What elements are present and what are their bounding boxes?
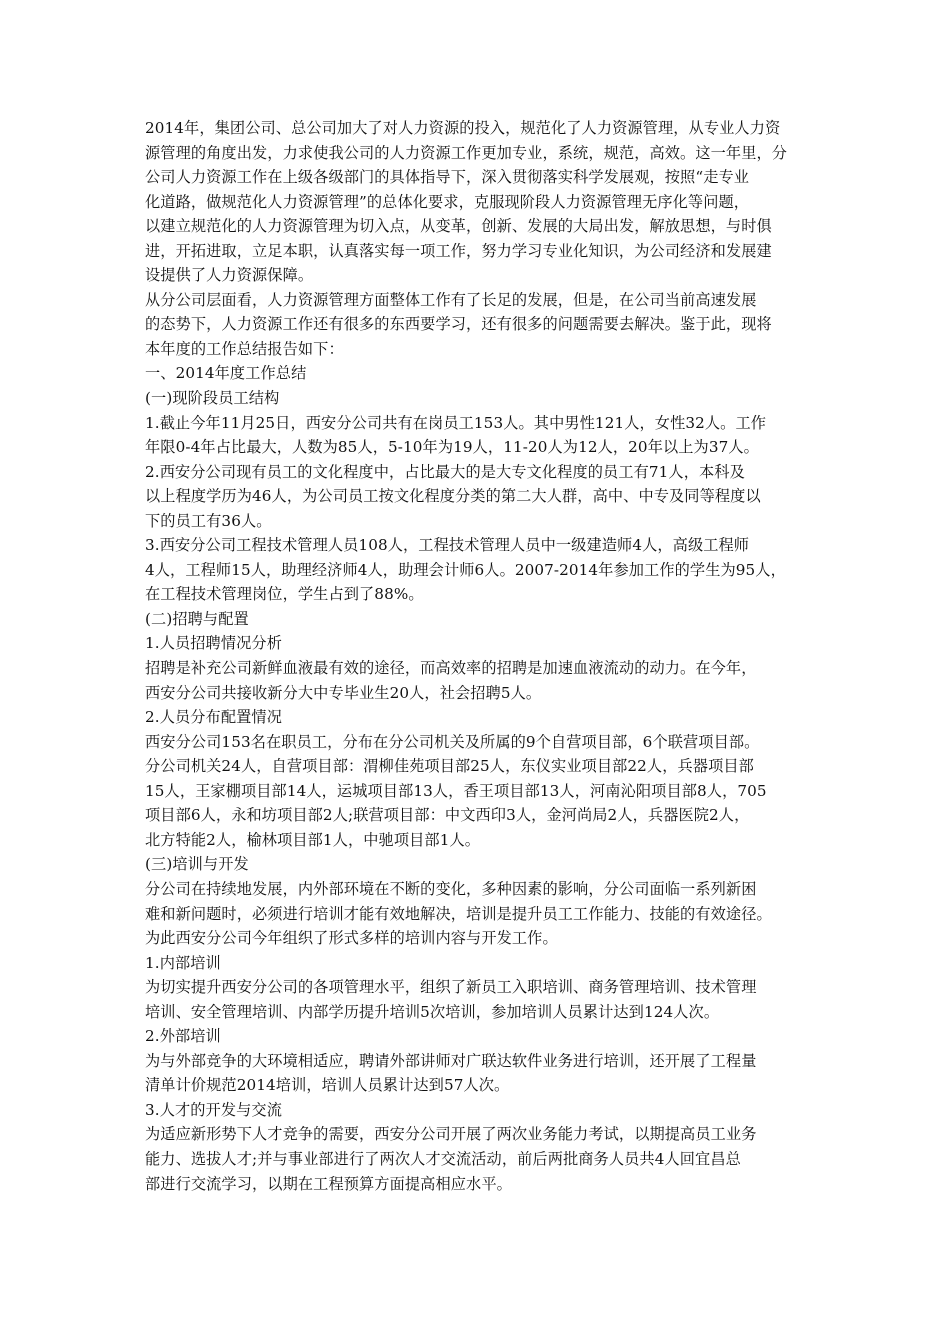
section-heading: 2.人员分布配置情况 (145, 708, 282, 727)
paragraph-line: 3.西安分公司工程技术管理人员108人，工程技术管理人员中一级建造师4人，高级工程师 (145, 536, 750, 555)
paragraph-line: 西安分公司153名在职员工，分布在分公司机关及所属的9个自营项目部，6个联营项目部。 (145, 732, 760, 751)
paragraph-line: 部进行交流学习，以期在工程预算方面提高相应水平。 (145, 1174, 512, 1193)
paragraph-line: 为此西安分公司今年组织了形式多样的培训内容与开发工作。 (145, 929, 558, 948)
paragraph-line: 分公司在持续地发展，内外部环境在不断的变化，多种因素的影响，分公司面临一系列新困 (145, 879, 757, 898)
paragraph-line: 以建立规范化的人力资源管理为切入点，从变革，创新、发展的大局出发，解放思想，与时俱 (145, 217, 772, 236)
section-heading: 1.人员招聘情况分析 (145, 634, 282, 653)
paragraph-line: 分公司机关24人，自营项目部：渭柳佳苑项目部25人，东仪实业项目部22人，兵器项目部 (145, 757, 754, 776)
paragraph-line: 15人，王家棚项目部14人，运城项目部13人，香王项目部13人，河南沁阳项目部8人，705 (145, 781, 767, 800)
section-heading: 2.外部培训 (145, 1027, 221, 1046)
paragraph-line: 北方特能2人，榆林项目部1人，中驰项目部1人。 (145, 830, 481, 849)
paragraph-line: 本年度的工作总结报告如下： (145, 339, 344, 358)
section-heading: 一、2014年度工作总结 (145, 364, 307, 383)
paragraph-line: 培训、安全管理培训、内部学历提升培训5次培训，参加培训人员累计达到124人次。 (145, 1002, 720, 1021)
paragraph-line: 2014年，集团公司、总公司加大了对人力资源的投入，规范化了人力资源管理，从专业人力资 (145, 119, 781, 137)
paragraph-line: 招聘是补充公司新鲜血液最有效的途径，而高效率的招聘是加速血液流动的动力。在今年， (145, 659, 757, 678)
paragraph-line: 源管理的角度出发，力求使我公司的人力资源工作更加专业，系统，规范，高效。这一年里，分 (145, 143, 788, 162)
document-page (145, 116, 825, 1196)
paragraph-line: 为切实提升西安分公司的各项管理水平，组织了新员工入职培训、商务管理培训、技术管理 (145, 978, 757, 997)
paragraph-line: 化道路，做规范化人力资源管理”的总体化要求，克服现阶段人力资源管理无序化等问题， (145, 192, 750, 211)
paragraph-line: 下的员工有36人。 (145, 511, 272, 530)
paragraph-line: 进，开拓进取，立足本职，认真落实每一项工作，努力学习专业化知识，为公司经济和发展建 (145, 241, 772, 260)
paragraph-line: 4人，工程师15人，助理经济师4人，助理会计师6人。2007-2014年参加工作的学生为95人， (145, 560, 786, 579)
paragraph-line: 以上程度学历为46人，为公司员工按文化程度分类的第二大人群，高中、中专及同等程度以 (145, 487, 761, 506)
section-heading: (一)现阶段员工结构 (145, 389, 280, 408)
paragraph-line: 1.截止今年11月25日，西安分公司共有在岗员工153人。其中男性121人，女性32人。工作 (145, 413, 767, 432)
paragraph-line: 难和新问题时，必须进行培训才能有效地解决，培训是提升员工工作能力、技能的有效途径。 (145, 904, 772, 923)
paragraph-line: 2.西安分公司现有员工的文化程度中，占比最大的是大专文化程度的员工有71人，本科及 (145, 462, 745, 481)
section-heading: (三)培训与开发 (145, 855, 249, 874)
paragraph-line: 公司人力资源工作在上级各级部门的具体指导下，深入贯彻落实科学发展观，按照“走专业 (145, 168, 750, 187)
section-heading: (二)招聘与配置 (145, 609, 249, 628)
paragraph-line: 能力、选拔人才;并与事业部进行了两次人才交流活动，前后两批商务人员共4人回宜昌总 (145, 1149, 741, 1168)
paragraph-line: 项目部6人，永和坊项目部2人;联营项目部：中文西印3人，金河尚局2人，兵器医院2人， (145, 806, 750, 825)
paragraph-line: 在工程技术管理岗位，学生占到了88%。 (145, 585, 424, 604)
paragraph-line: 的态势下，人力资源工作还有很多的东西要学习，还有很多的问题需要去解决。鉴于此，现将 (145, 315, 772, 334)
paragraph-line: 年限0-4年占比最大，人数为85人，5-10年为19人，11-20人为12人，20年以上为37人。 (145, 438, 759, 457)
paragraph-line: 设提供了人力资源保障。 (145, 266, 314, 285)
paragraph-line: 为适应新形势下人才竞争的需要，西安分公司开展了两次业务能力考试，以期提高员工业务 (145, 1125, 757, 1144)
paragraph-line: 清单计价规范2014培训，培训人员累计达到57人次。 (145, 1076, 510, 1095)
section-heading: 1.内部培训 (145, 953, 221, 972)
paragraph-line: 从分公司层面看，人力资源管理方面整体工作有了长足的发展，但是，在公司当前高速发展 (145, 290, 757, 309)
paragraph-line: 西安分公司共接收新分大中专毕业生20人，社会招聘5人。 (145, 683, 542, 702)
section-heading: 3.人才的开发与交流 (145, 1100, 282, 1119)
paragraph-line: 为与外部竞争的大环境相适应，聘请外部讲师对广联达软件业务进行培训，还开展了工程量 (145, 1051, 757, 1070)
